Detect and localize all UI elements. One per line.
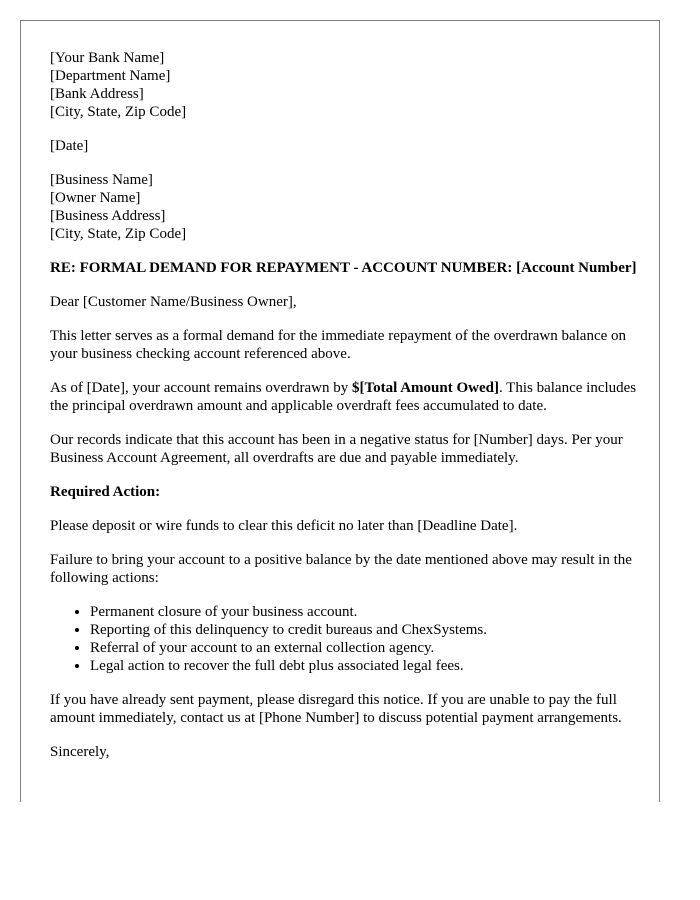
sender-bank-name: [Your Bank Name] xyxy=(50,50,165,66)
body-paragraph-1: This letter serves as a formal demand for the immediate repayment of the overdrawn balance on your business checking account referenced above. xyxy=(50,328,627,362)
list-item: • Reporting of this delinquency to credit bureaus and ChexSystems. xyxy=(90,621,640,639)
salutation: Dear [Customer Name/Business Owner], xyxy=(50,294,297,310)
body-paragraph-3: Our records indicate that this account has been in a negative status for [Number] days. Per your Business Account Agreement, all overdrafts are due and payable immediately. xyxy=(50,432,623,466)
amount-owed: $[Total Amount Owed] xyxy=(351,380,499,396)
letter-date: [Date] xyxy=(50,138,89,154)
subject-line: RE: FORMAL DEMAND FOR REPAYMENT - ACCOUNT NUMBER: [Account Number] xyxy=(50,260,637,276)
actions-list xyxy=(50,603,640,675)
recipient-business-address: [Business Address] xyxy=(50,208,166,224)
closing: Sincerely, xyxy=(50,744,110,760)
body-paragraph-6: If you have already sent payment, please disregard this notice. If you are unable to pay the full amount immediately, contact us at [Phone Number] to discuss potential payment arrangements. xyxy=(50,692,622,726)
body-paragraph-4: Please deposit or wire funds to clear this deficit no later than [Deadline Date]. xyxy=(50,518,518,534)
list-item: • Referral of your account to an external collection agency. xyxy=(90,639,640,657)
list-item: • Legal action to recover the full debt plus associated legal fees. xyxy=(90,657,640,675)
sender-address: [Bank Address] xyxy=(50,86,144,102)
recipient-city-state-zip: [City, State, Zip Code] xyxy=(50,226,187,242)
sender-address-block xyxy=(50,49,640,121)
sender-department: [Department Name] xyxy=(50,68,171,84)
list-item: • Permanent closure of your business account. xyxy=(90,603,640,621)
p2-end-text: . This balance includes the principal overdrawn amount and applicable overdraft fees accumulated to date. xyxy=(50,380,637,414)
body-paragraph-2 xyxy=(50,379,640,415)
sender-city-state-zip: [City, State, Zip Code] xyxy=(50,104,187,120)
recipient-business-name: [Business Name] xyxy=(50,172,153,188)
letter-content xyxy=(50,49,640,777)
recipient-owner-name: [Owner Name] xyxy=(50,190,141,206)
body-paragraph-5: Failure to bring your account to a positive balance by the date mentioned above may result in the following actions: xyxy=(50,552,632,586)
recipient-address-block xyxy=(50,171,640,243)
p2-start-text: As of [Date], your account remains overdrawn by xyxy=(50,380,352,396)
letter-page xyxy=(20,20,660,802)
required-action-heading: Required Action: xyxy=(50,484,161,500)
